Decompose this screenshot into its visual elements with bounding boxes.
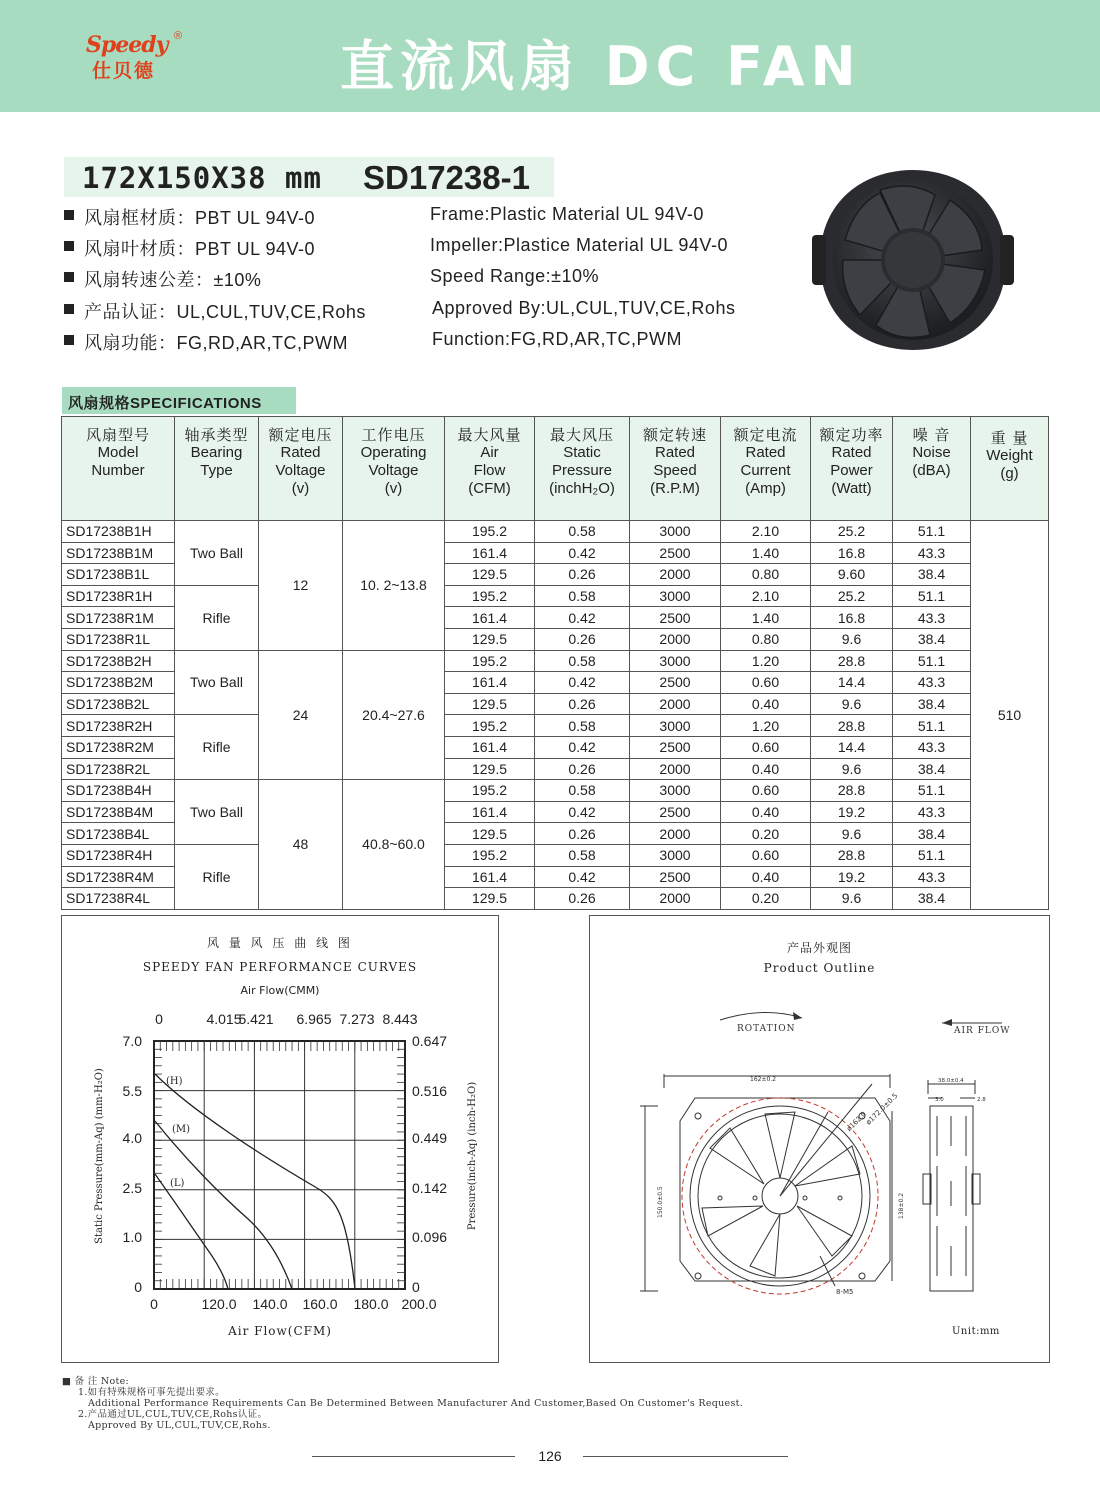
value-cell: 1.40 [721,607,811,629]
bearing-cell: Rifle [175,844,259,909]
dim-height: 150.0±0.5 [657,1186,664,1218]
value-cell: 2500 [630,607,721,629]
top-axis-tick: 7.273 [339,1011,375,1027]
value-cell: 51.1 [893,585,971,607]
value-cell: 38.4 [893,823,971,845]
value-cell: 2000 [630,693,721,715]
value-cell: 0.42 [535,542,630,564]
right-axis-tick: 0.647 [412,1033,448,1049]
value-cell: 195.2 [445,521,535,543]
bearing-cell: Two Ball [175,650,259,715]
curve-h [155,1074,355,1289]
value-cell: 129.5 [445,628,535,650]
model-cell: SD17238R1H [62,585,175,607]
value-cell: 51.1 [893,521,971,543]
value-cell: 0.42 [535,672,630,694]
value-cell: 28.8 [811,844,893,866]
value-cell: 38.4 [893,888,971,910]
rotation-label: ROTATION [737,1024,796,1034]
model-cell: SD17238B4H [62,780,175,802]
model-cell: SD17238R4L [62,888,175,910]
model-cell: SD17238B4L [62,823,175,845]
curve-label-h: (H) [166,1076,183,1087]
dim-width: 162±0.2 [750,1076,777,1083]
table-row [62,780,1049,802]
value-cell: 195.2 [445,780,535,802]
bottom-axis-tick: 160.0 [302,1296,338,1312]
top-axis-tick: 0 [155,1011,163,1027]
performance-chart [62,916,498,1362]
value-cell: 195.2 [445,715,535,737]
model-cell: SD17238R4M [62,866,175,888]
value-cell: 195.2 [445,585,535,607]
value-cell: 2000 [630,564,721,586]
note-line: Approved By UL,CUL,TUV,CE,Rohs. [88,1420,271,1431]
left-axis-tick: 5.5 [122,1083,142,1099]
bearing-cell: Two Ball [175,521,259,586]
operating-voltage-cell: 40.8~60.0 [343,780,445,910]
header-model: 风扇型号 Model Number [62,417,175,521]
bottom-axis-tick: 180.0 [353,1296,389,1312]
value-cell: 0.58 [535,650,630,672]
model-size: 172X150X38 mm [82,161,322,195]
value-cell: 9.6 [811,823,893,845]
value-cell: 2.10 [721,585,811,607]
value-cell: 0.40 [721,693,811,715]
value-cell: 38.4 [893,758,971,780]
value-cell: 14.4 [811,672,893,694]
value-cell: 1.20 [721,650,811,672]
dim-rib-2: 2.8 [977,1097,986,1103]
bullet-icon [64,304,74,314]
value-cell: 9.6 [811,693,893,715]
value-cell: 28.8 [811,780,893,802]
curve-label-m: (M) [172,1124,191,1135]
value-cell: 25.2 [811,521,893,543]
bullet-icon [64,272,74,282]
table-row [62,715,1049,737]
curve-label-l: (L) [170,1178,185,1189]
table-body [62,521,1049,910]
outline-title-en: Product Outline [763,961,876,975]
table-row [62,521,1049,543]
value-cell: 2500 [630,542,721,564]
header-rated-voltage: 额定电压 Rated Voltage (v) [259,417,343,521]
value-cell: 51.1 [893,780,971,802]
value-cell: 0.58 [535,715,630,737]
value-cell: 38.4 [893,628,971,650]
value-cell: 0.20 [721,823,811,845]
value-cell: 0.26 [535,823,630,845]
performance-curves-panel [61,915,499,1363]
value-cell: 51.1 [893,715,971,737]
model-cell: SD17238B1M [62,542,175,564]
right-axis-label: Pressure(inch-Aq) (inch-H₂O) [467,1081,478,1231]
note-line: 2.产品通过UL,CUL,TUV,CE,Rohs认证。 [78,1409,268,1420]
value-cell: 0.58 [535,780,630,802]
brand-logo [86,32,196,92]
value-cell: 0.58 [535,521,630,543]
value-cell: 0.42 [535,866,630,888]
dim-mount-holes: 8-M5 [836,1288,854,1296]
model-cell: SD17238B1L [62,564,175,586]
model-cell: SD17238R1M [62,607,175,629]
page-rule-right [583,1456,788,1457]
value-cell: 2000 [630,888,721,910]
value-cell: 0.26 [535,888,630,910]
logo-word: Speedy [86,32,168,58]
page-number: 126 [538,1448,562,1464]
curve-m [155,1121,292,1289]
left-axis-label: Static Pressure(mm-Aq) (mm-H₂O) [94,1068,105,1244]
value-cell: 1.20 [721,715,811,737]
curve-l [155,1174,228,1289]
left-axis-tick: 7.0 [122,1033,142,1049]
logo-chinese-name: 仕贝德 [92,60,156,82]
top-axis-tick: 8.443 [382,1011,418,1027]
feature-en: Speed Range:±10% [430,266,599,286]
value-cell: 38.4 [893,564,971,586]
bottom-axis-tick: 120.0 [201,1296,237,1312]
value-cell: 9.6 [811,888,893,910]
model-cell: SD17238R2M [62,736,175,758]
value-cell: 161.4 [445,672,535,694]
value-cell: 0.42 [535,736,630,758]
value-cell: 0.40 [721,801,811,823]
value-cell: 2000 [630,823,721,845]
value-cell: 2500 [630,801,721,823]
value-cell: 0.80 [721,628,811,650]
top-axis-tick: 6.965 [296,1011,332,1027]
value-cell: 0.26 [535,693,630,715]
right-axis-tick: 0.516 [412,1083,448,1099]
value-cell: 3000 [630,780,721,802]
right-axis-tick: 0.096 [412,1229,448,1245]
dim-rib-1: 3.0 [935,1097,944,1103]
bearing-cell: Two Ball [175,780,259,845]
value-cell: 0.80 [721,564,811,586]
bottom-axis-tick: 200.0 [401,1296,437,1312]
value-cell: 43.3 [893,866,971,888]
value-cell: 9.6 [811,758,893,780]
dim-diameter-inner: ø162.0 [845,1110,868,1133]
feature-en: Approved By:UL,CUL,TUV,CE,Rohs [432,298,736,318]
page-title: 直流风扇 DC FAN [340,35,862,98]
value-cell: 25.2 [811,585,893,607]
model-cell: SD17238B2M [62,672,175,694]
value-cell: 2500 [630,866,721,888]
product-outline-panel [589,915,1050,1363]
right-axis-tick: 0.449 [412,1130,448,1146]
bullet-icon [64,335,74,345]
bearing-cell: Rifle [175,715,259,780]
value-cell: 28.8 [811,715,893,737]
value-cell: 0.42 [535,607,630,629]
value-cell: 161.4 [445,542,535,564]
value-cell: 0.42 [535,801,630,823]
specifications-label: 风扇规格SPECIFICATIONS [68,395,262,412]
operating-voltage-cell: 20.4~27.6 [343,650,445,780]
bullet-icon [64,210,74,220]
specifications-table [61,416,1049,910]
left-axis-tick: 2.5 [122,1180,142,1196]
value-cell: 51.1 [893,844,971,866]
value-cell: 14.4 [811,736,893,758]
top-axis-label: Air Flow(CMM) [240,984,320,997]
value-cell: 129.5 [445,693,535,715]
model-cell: SD17238R2L [62,758,175,780]
rated-voltage-cell: 12 [259,521,343,651]
bullet-icon [64,241,74,251]
feature-cn: 风扇转速公差：±10% [84,270,262,290]
rotation-arrow-icon [720,1012,802,1020]
dim-hole-spacing: 138±0.2 [898,1192,905,1219]
value-cell: 161.4 [445,801,535,823]
top-axis-tick: 4.015 [206,1011,242,1027]
model-cell: SD17238R1L [62,628,175,650]
value-cell: 43.3 [893,607,971,629]
header-rated-power: 额定功率 Rated Power (Watt) [811,417,893,521]
bottom-axis-tick: 140.0 [252,1296,288,1312]
top-axis-tick: 5.421 [238,1011,274,1027]
operating-voltage-cell: 10. 2~13.8 [343,521,445,651]
value-cell: 0.40 [721,866,811,888]
value-cell: 3000 [630,715,721,737]
value-cell: 195.2 [445,844,535,866]
value-cell: 0.60 [721,736,811,758]
value-cell: 9.60 [811,564,893,586]
value-cell: 9.6 [811,628,893,650]
value-cell: 3000 [630,585,721,607]
specifications-tab [62,387,296,414]
model-cell: SD17238B1H [62,521,175,543]
dim-depth: 38.0±0.4 [938,1078,964,1084]
value-cell: 0.26 [535,564,630,586]
value-cell: 43.3 [893,542,971,564]
header-operating-voltage: 工作电压 Operating Voltage (v) [343,417,445,521]
bearing-cell: Rifle [175,585,259,650]
value-cell: 0.26 [535,628,630,650]
value-cell: 195.2 [445,650,535,672]
value-cell: 0.60 [721,780,811,802]
value-cell: 2500 [630,672,721,694]
value-cell: 43.3 [893,801,971,823]
value-cell: 19.2 [811,866,893,888]
value-cell: 19.2 [811,801,893,823]
value-cell: 161.4 [445,736,535,758]
value-cell: 0.60 [721,844,811,866]
header-air-flow: 最大风量 Air Flow (CFM) [445,417,535,521]
value-cell: 0.58 [535,844,630,866]
rated-voltage-cell: 24 [259,650,343,780]
value-cell: 1.40 [721,542,811,564]
note-line: Additional Performance Requirements Can Be Determined Between Manufacturer And Customer,Based On Customer's Request. [88,1398,744,1409]
left-axis-tick: 1.0 [122,1229,142,1245]
feature-en: Function:FG,RD,AR,TC,PWM [432,329,683,349]
value-cell: 2.10 [721,521,811,543]
value-cell: 2500 [630,736,721,758]
value-cell: 0.40 [721,758,811,780]
unit-label: Unit:mm [952,1326,1000,1337]
page-rule-left [312,1456,515,1457]
note-heading: ■ 备 注 Note: [62,1376,130,1387]
table-row [62,585,1049,607]
outline-title-cn: 产品外观图 [786,941,852,955]
value-cell: 129.5 [445,823,535,845]
model-cell: SD17238B2H [62,650,175,672]
feature-cn: 风扇功能：FG,RD,AR,TC,PWM [84,333,348,353]
value-cell: 43.3 [893,736,971,758]
rated-voltage-cell: 48 [259,780,343,910]
feature-en: Impeller:Plastice Material UL 94V-0 [430,235,728,255]
model-code: SD17238-1 [363,159,530,196]
model-cell: SD17238B4M [62,801,175,823]
right-axis-tick: 0.142 [412,1180,448,1196]
feature-en: Frame:Plastic Material UL 94V-0 [430,204,704,224]
value-cell: 129.5 [445,758,535,780]
value-cell: 0.26 [535,758,630,780]
header-rated-speed: 额定转速 Rated Speed (R.P.M) [630,417,721,521]
table-row [62,844,1049,866]
value-cell: 16.8 [811,542,893,564]
left-axis-tick: 0 [134,1279,142,1295]
value-cell: 2000 [630,758,721,780]
value-cell: 129.5 [445,564,535,586]
value-cell: 3000 [630,521,721,543]
header-static-pressure: 最大风压 Static Pressure (inchH₂O) [535,417,630,521]
header-rated-current: 额定电流 Rated Current (Amp) [721,417,811,521]
right-axis-tick: 0 [412,1279,420,1295]
note-line: 1.如有特殊规格可事先提出要求。 [78,1387,225,1398]
left-axis-tick: 4.0 [122,1130,142,1146]
value-cell: 51.1 [893,650,971,672]
value-cell: 129.5 [445,888,535,910]
feature-cn: 风扇框材质：PBT UL 94V-0 [84,208,316,228]
notes-block [62,1376,743,1431]
value-cell: 2000 [630,628,721,650]
model-cell: SD17238R4H [62,844,175,866]
logo-registered-mark: ® [174,30,183,42]
header-noise: 噪 音 Noise (dBA) [893,417,971,521]
value-cell: 161.4 [445,866,535,888]
outline-drawing [590,916,1049,1362]
dim-diameter-outer: ø172.0±0.5 [864,1091,900,1127]
value-cell: 38.4 [893,693,971,715]
model-cell: SD17238B2L [62,693,175,715]
value-cell: 0.20 [721,888,811,910]
value-cell: 16.8 [811,607,893,629]
bottom-axis-label: Air Flow(CFM) [228,1324,332,1338]
value-cell: 3000 [630,650,721,672]
header-bearing: 轴承类型 Bearing Type [175,417,259,521]
value-cell: 161.4 [445,607,535,629]
table-row [62,650,1049,672]
value-cell: 0.58 [535,585,630,607]
header-weight: 重 量 Weight (g) [971,417,1049,521]
value-cell: 3000 [630,844,721,866]
value-cell: 0.60 [721,672,811,694]
weight-cell: 510 [971,521,1049,910]
bottom-axis-tick: 0 [150,1296,158,1312]
table-header-row [62,417,1049,521]
model-cell: SD17238R2H [62,715,175,737]
feature-cn: 风扇叶材质：PBT UL 94V-0 [84,239,316,259]
perf-title-cn: 风 量 风 压 曲 线 图 [207,936,353,950]
perf-title-en: SPEEDY FAN PERFORMANCE CURVES [142,960,418,974]
fan-product-image [810,165,1016,355]
value-cell: 43.3 [893,672,971,694]
feature-cn: 产品认证：UL,CUL,TUV,CE,Rohs [84,302,366,322]
air-flow-label: AIR FLOW [954,1026,1011,1036]
value-cell: 28.8 [811,650,893,672]
